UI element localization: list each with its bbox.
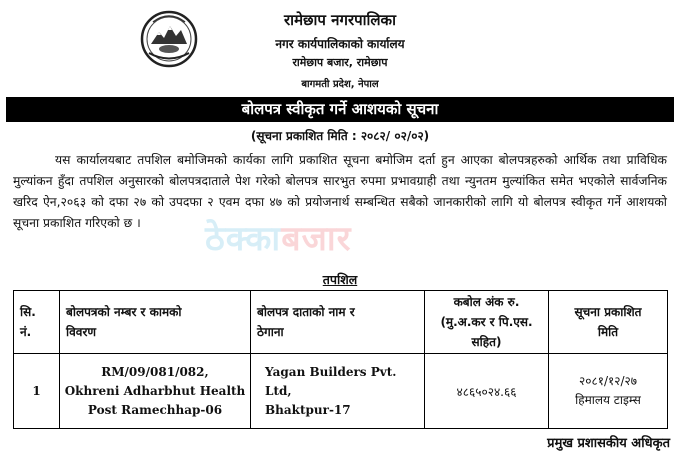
watermark (205, 214, 352, 260)
header-line: सूचना प्रकाशित (574, 305, 642, 319)
table-header-row (14, 291, 668, 354)
header-bidder (251, 291, 425, 354)
header-line: बोलपत्र दाताको नाम र (257, 305, 355, 319)
signatory-title: प्रमुख प्रशासकीय अधिकृत (547, 436, 670, 451)
header-line: ठेगाना (257, 325, 284, 339)
cell-date (549, 354, 668, 429)
header-line: नं. (20, 325, 32, 339)
table-row (14, 354, 668, 429)
office-address: रामेछाप बजार, रामेछाप (292, 56, 388, 69)
cell-bidder (251, 354, 425, 429)
cell-bid (60, 354, 251, 429)
header-line: सि. (20, 305, 36, 319)
header-date (549, 291, 668, 354)
header-amount (425, 291, 549, 354)
header-line: (मु.अ.कर र पि.एस. (440, 315, 533, 329)
header-sn (14, 291, 60, 354)
notice-title: बोलपत्र स्वीकृत गर्ने आशयको सूचना (6, 97, 674, 122)
bid-details-table (13, 290, 668, 429)
bid-number: RM/09/081/082, (101, 364, 209, 379)
header-line: सहित) (471, 335, 502, 349)
province-country: बागमती प्रदेश, नेपाल (301, 79, 379, 90)
office-name: नगर कार्यपालिकाको कार्यालय (275, 37, 405, 51)
bid-work-line: Post Ramechhap-06 (87, 402, 223, 417)
bidder-name: Yagan Builders Pvt. Ltd, (265, 364, 397, 398)
cell-amount: ४८६५०२४.६६ (425, 354, 549, 429)
municipality-name: रामेछाप नगरपालिका (284, 11, 396, 29)
notice-body: यस कार्यालयबाट तपशिल बमोजिमको कार्यका लागि प्रकाशित सूचना बमोजिम दर्ता हुन आएका बोलपत्रहरुको आर्थिक तथा प्राविधिक मुल्यांकन हुँदा तपशिल अनुसारको बोलपत्रदाताले पेश गरेको बोलपत्र सारभुत रुपमा प्रभावग्राही तथा न्युनतम मुल्यांकित समेत भएकोले सार्वजनिक खरिद ऐन,२०६३ को दफा २७ को उपदफा २ एवम दफा ४७ को प्रयोजनार्थ सम्बन्धित सबैको जानकारीको लागि यो बोलपत्र स्वीकृत गर्ने आशयको सूचना प्रकाशित गरिएको छ । (13, 153, 667, 230)
bidder-address: Bhaktpur-17 (265, 402, 351, 417)
watermark-part-2: बजार (281, 219, 352, 259)
publish-newspaper: हिमालय टाइम्स (575, 393, 641, 407)
header-line: विवरण (66, 325, 97, 339)
publish-date: २०८१/१२/२७ (578, 374, 637, 388)
bid-work-line: Okhreni Adharbhut Health (64, 383, 246, 398)
cell-sn: 1 (14, 354, 60, 429)
header-bid (60, 291, 251, 354)
header-line: बोलपत्रको नम्बर र कामको (66, 305, 182, 319)
details-heading: तपशिल (322, 272, 358, 287)
published-date: (सूचना प्रकाशित मिति : २०८२/ ०२/०२) (250, 129, 430, 143)
header-line: कबोल अंक रु. (453, 295, 520, 309)
header-line: मिति (597, 325, 619, 339)
watermark-part-1: ठेक्का (205, 219, 282, 259)
